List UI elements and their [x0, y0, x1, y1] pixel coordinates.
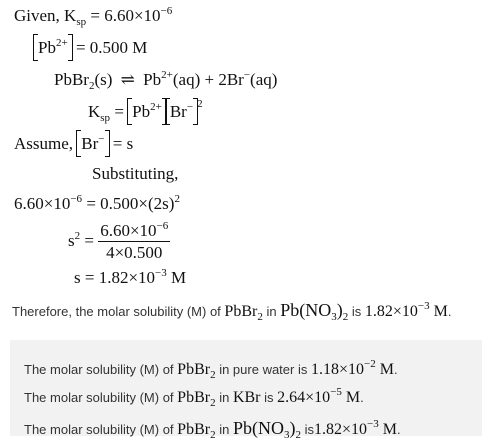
summary-line-pbno3: The molar solubility (M) of PbBr$_2$ in $Pb(NO_3)_2$ $is1.82\times 10^{-3}$ M.	[24, 418, 401, 441]
substitution-line: $6.60\times 10^{-6} = 0.500\times(2s)^2$	[14, 193, 180, 213]
equilibrium-arrow-icon: ⇌	[120, 70, 135, 89]
given-label: Given,	[14, 6, 60, 25]
given-ksp-line	[14, 6, 172, 26]
therefore-text: Therefore, the molar solubility (M) of	[12, 304, 221, 319]
ksp-sub: sp	[76, 16, 87, 28]
assume-label: Assume,	[14, 134, 74, 153]
s-squared-line: $s^2$ = $\frac{6.60\times 10^{-6}}{4\times 0.500}$	[68, 220, 169, 262]
ksp-expression-line: $K_{sp} = Pb^{2+}$ Br− $^2$	[88, 98, 203, 124]
therefore-line: Therefore, the molar solubility (M) of PbBr$_2$ in $Pb(NO_3)_2$ is $1.82\times 10^{-3}$ M.	[12, 300, 452, 323]
summary-box	[10, 340, 482, 441]
pb-conc-value: = 0.500 M	[75, 38, 148, 57]
s-result-line: $s = 1.82\times 10^{-3}$ M	[74, 267, 187, 287]
pb-conc-line	[34, 38, 147, 58]
ksp-exp: −6	[160, 5, 173, 17]
s-squared-fraction: $\frac{6.60\times 10^{-6}}{4\times 0.500}$	[100, 220, 169, 262]
summary-line-pure-water: The molar solubility (M) of PbBr$_2$ in pure water is $1.18\times 10^{-2}$ M.	[24, 358, 398, 381]
assume-line	[14, 134, 133, 154]
substituting-label: Substituting,	[92, 164, 179, 183]
assume-br-bracket: Br−	[78, 134, 107, 154]
equilibrium-line: PbBr$_2$(s) ⇌ $Pb^{2+}(aq) + 2Br^-(aq)$	[54, 69, 278, 92]
assume-rhs: = s	[112, 134, 134, 153]
summary-line-kbr: The molar solubility (M) of PbBr$_2$ in KBr is $2.64\times 10^{-5}$ M.	[24, 386, 364, 409]
ksp-value: = 6.60×10	[90, 6, 161, 25]
ksp-pb-bracket: $Pb^{2+}$	[129, 102, 165, 122]
pb-bracket: $Pb^{2+}$	[35, 38, 71, 58]
ksp-symbol: K	[64, 6, 77, 25]
ksp-br-bracket: Br−	[167, 102, 196, 122]
